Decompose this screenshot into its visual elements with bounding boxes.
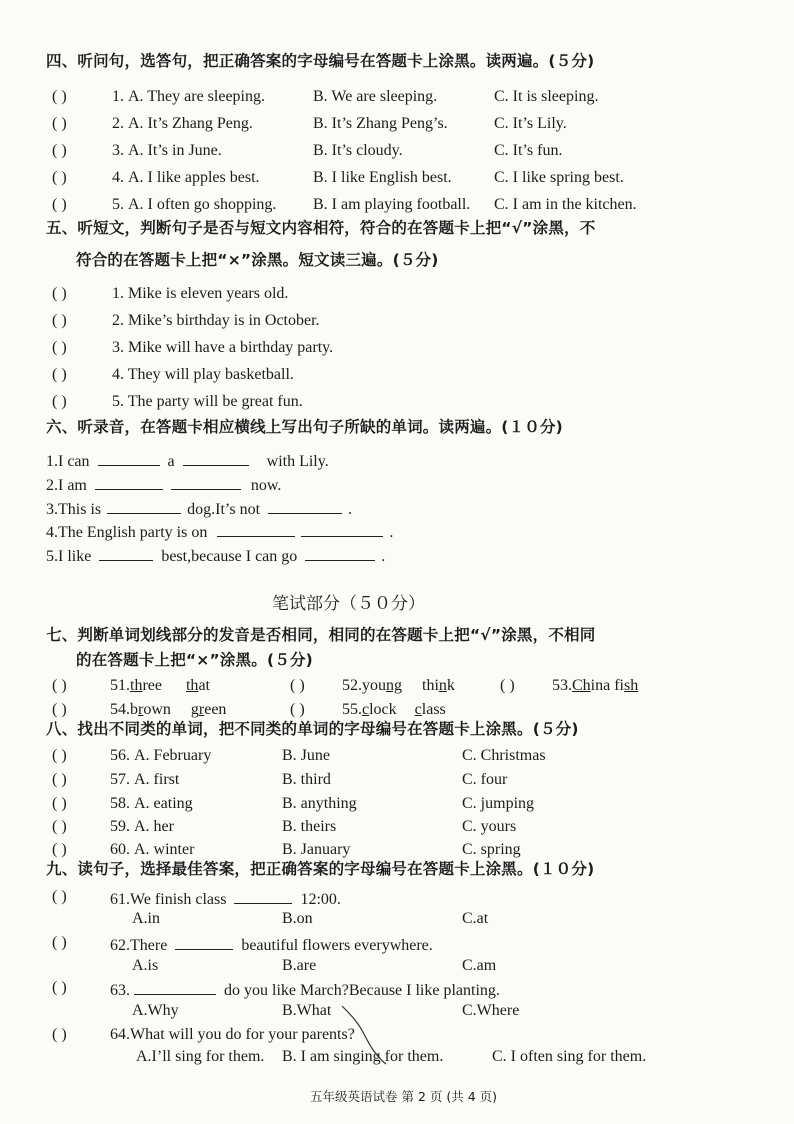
- written-part-title: 笔试部分（５０分）: [272, 594, 425, 614]
- answer-bracket[interactable]: ( ): [52, 1026, 67, 1043]
- underlined-letters: th: [130, 677, 143, 694]
- answer-bracket[interactable]: ( ): [290, 677, 305, 694]
- option-b[interactable]: B. I like English best.: [313, 169, 452, 186]
- word-part: thi: [422, 677, 439, 694]
- fill-text: .: [389, 524, 394, 541]
- answer-blank[interactable]: [171, 475, 241, 490]
- question-number: 2.: [112, 115, 124, 132]
- question-text: 63.: [110, 982, 130, 999]
- fill-text: with Lily.: [266, 453, 329, 470]
- option-c[interactable]: C. jumping: [462, 795, 535, 812]
- question-number: 1.: [112, 88, 124, 105]
- section-9-heading: 九、读句子，选择最佳答案，把正确答案的字母编号在答题卡上涂黑。(１０分): [46, 860, 595, 878]
- word-part: ina: [590, 677, 611, 694]
- answer-blank[interactable]: [175, 935, 233, 950]
- question-62-stem: [110, 935, 433, 954]
- question-text: 62.There: [110, 937, 168, 954]
- answer-bracket[interactable]: ( ): [52, 979, 67, 996]
- option-a[interactable]: A. first: [134, 771, 180, 788]
- option-a[interactable]: A. I often go shopping.: [128, 196, 277, 213]
- answer-bracket[interactable]: ( ): [52, 701, 67, 718]
- option-b[interactable]: B. I am singing for them.: [282, 1048, 444, 1065]
- answer-blank[interactable]: [183, 451, 249, 466]
- section-7-heading-line2: 的在答题卡上把“×”涂黑。(５分): [76, 651, 313, 669]
- statement-item: 2. Mike’s birthday is in October.: [112, 312, 320, 329]
- option-c[interactable]: C. Christmas: [462, 747, 546, 764]
- option-b[interactable]: B. theirs: [282, 818, 337, 835]
- answer-bracket[interactable]: ( ): [52, 818, 67, 835]
- pencil-stroke-mark: [330, 1000, 400, 1070]
- option-a[interactable]: A. It’s Zhang Peng.: [128, 115, 253, 132]
- word-part: b: [130, 701, 138, 718]
- word-part: fi: [614, 677, 624, 694]
- statement-item: 5. The party will be great fun.: [112, 393, 303, 410]
- option-a[interactable]: A.in: [132, 910, 160, 927]
- option-c[interactable]: C. It’s fun.: [494, 142, 563, 159]
- option-a[interactable]: A. her: [134, 818, 174, 835]
- option-c[interactable]: C. It’s Lily.: [494, 115, 567, 132]
- fill-line-2: [46, 475, 281, 494]
- word-part: own: [143, 701, 171, 718]
- statement-item: 1. Mike is eleven years old.: [112, 285, 289, 302]
- page-footer: 五年级英语试卷 第 2 页 (共 4 页): [310, 1089, 498, 1104]
- question-number: 4.: [112, 169, 124, 186]
- answer-bracket[interactable]: ( ): [52, 795, 67, 812]
- question-text: beautiful flowers everywhere.: [241, 937, 433, 954]
- question-number: 51.: [110, 677, 130, 694]
- answer-bracket[interactable]: ( ): [290, 701, 305, 718]
- option-b[interactable]: B. It’s Zhang Peng’s.: [313, 115, 448, 132]
- fill-text: now.: [250, 477, 282, 494]
- question-61-stem: [110, 889, 341, 908]
- option-c[interactable]: C. yours: [462, 818, 517, 835]
- answer-blank[interactable]: [98, 451, 160, 466]
- option-b[interactable]: B. June: [282, 747, 330, 764]
- option-c[interactable]: C. I am in the kitchen.: [494, 196, 637, 213]
- answer-blank[interactable]: [268, 499, 342, 514]
- question-number: 59.: [110, 818, 130, 835]
- question-number: 57.: [110, 771, 130, 788]
- statement-item: 4. They will play basketball.: [112, 366, 294, 383]
- statement-item: 3. Mike will have a birthday party.: [112, 339, 334, 356]
- answer-blank[interactable]: [234, 889, 292, 904]
- fill-line-1: [46, 451, 329, 470]
- underlined-letters: th: [185, 677, 199, 694]
- fill-text: 5.I like: [46, 548, 92, 565]
- section-5-heading-line2: 符合的在答题卡上把“×”涂黑。短文读三遍。(５分): [76, 251, 439, 269]
- option-b[interactable]: B.on: [282, 910, 313, 927]
- word-part: at: [198, 677, 210, 694]
- answer-blank[interactable]: [107, 499, 181, 514]
- section-8-heading: 八、找出不同类的单词，把不同类的单词的字母编号在答题卡上涂黑。(５分): [46, 720, 579, 738]
- question-54: [110, 702, 226, 718]
- answer-bracket[interactable]: ( ): [52, 285, 67, 302]
- answer-bracket[interactable]: ( ): [52, 934, 67, 951]
- underlined-letters: r: [138, 701, 144, 718]
- option-c[interactable]: C.Where: [462, 1002, 520, 1019]
- fill-text: dog.It’s not: [187, 501, 261, 518]
- question-text: do you like March?Because I like planting.: [224, 982, 500, 999]
- question-52: [342, 678, 455, 694]
- option-a[interactable]: A.I’ll sing for them.: [136, 1048, 265, 1065]
- underlined-letters: sh: [624, 677, 639, 694]
- question-number: 55.: [342, 701, 362, 718]
- answer-bracket[interactable]: ( ): [52, 841, 67, 858]
- fill-text: 3.This is: [46, 501, 102, 518]
- word-part: lock: [369, 701, 397, 718]
- underlined-letters: Ch: [572, 677, 591, 694]
- word-part: lass: [421, 701, 446, 718]
- question-number: 60.: [110, 841, 130, 858]
- fill-text: 4.The English party is on: [46, 524, 208, 541]
- fill-line-4: [46, 522, 393, 541]
- option-c[interactable]: C.am: [462, 957, 497, 974]
- answer-bracket[interactable]: ( ): [52, 747, 67, 764]
- option-c[interactable]: C.at: [462, 910, 489, 927]
- option-b[interactable]: B. anything: [282, 795, 357, 812]
- answer-blank[interactable]: [95, 475, 163, 490]
- question-51: [110, 678, 210, 694]
- answer-bracket[interactable]: ( ): [52, 888, 67, 905]
- option-b[interactable]: B.What: [282, 1002, 332, 1019]
- question-number: 3.: [112, 142, 124, 159]
- section-7-heading-line1: 七、判断单词划线部分的发音是否相同，相同的在答题卡上把“√”涂黑，不相同: [46, 626, 596, 644]
- fill-text: .: [348, 501, 353, 518]
- answer-bracket[interactable]: ( ): [52, 142, 67, 159]
- answer-blank[interactable]: [305, 546, 375, 561]
- option-a[interactable]: A. eating: [134, 795, 193, 812]
- question-55: [342, 702, 446, 718]
- underlined-letters: c: [414, 701, 422, 718]
- answer-bracket[interactable]: ( ): [52, 196, 67, 213]
- question-number: 5.: [112, 196, 124, 213]
- fill-text: .: [381, 548, 386, 565]
- answer-bracket[interactable]: ( ): [52, 366, 67, 383]
- option-a[interactable]: A.is: [132, 957, 159, 974]
- question-53: [552, 678, 638, 694]
- option-b[interactable]: B. I am playing football.: [313, 196, 471, 213]
- question-63-stem: [110, 980, 500, 999]
- question-number: 54.: [110, 701, 130, 718]
- answer-blank[interactable]: [301, 522, 383, 537]
- word-part: een: [204, 701, 227, 718]
- underlined-letters: ng: [386, 677, 402, 694]
- option-c[interactable]: C. I like spring best.: [494, 169, 624, 186]
- section-5-heading-line1: 五、听短文，判断句子是否与短文内容相符，符合的在答题卡上把“√”涂黑，不: [46, 219, 596, 237]
- question-number: 53.: [552, 677, 572, 694]
- option-a[interactable]: A. winter: [134, 841, 195, 858]
- answer-bracket[interactable]: ( ): [52, 115, 67, 132]
- answer-bracket[interactable]: ( ): [52, 339, 67, 356]
- option-a[interactable]: A. February: [134, 747, 212, 764]
- fill-line-5: [46, 546, 385, 565]
- answer-bracket[interactable]: ( ): [52, 677, 67, 694]
- answer-bracket[interactable]: ( ): [52, 312, 67, 329]
- answer-bracket[interactable]: ( ): [52, 771, 67, 788]
- option-a[interactable]: A.Why: [132, 1002, 179, 1019]
- option-a[interactable]: A. It’s in June.: [128, 142, 222, 159]
- fill-text: 1.I can: [46, 453, 90, 470]
- question-number: 52.: [342, 677, 362, 694]
- option-a[interactable]: A. They are sleeping.: [128, 88, 265, 105]
- answer-bracket[interactable]: ( ): [500, 677, 515, 694]
- fill-text: a: [167, 453, 175, 470]
- underlined-letters: c: [362, 701, 370, 718]
- section-4-heading: 四、听问句，选答句，把正确答案的字母编号在答题卡上涂黑。读两遍。(５分): [46, 52, 595, 70]
- option-b[interactable]: B. It’s cloudy.: [313, 142, 403, 159]
- option-c[interactable]: C. four: [462, 771, 508, 788]
- option-b[interactable]: B. January: [282, 841, 351, 858]
- option-c[interactable]: C. It is sleeping.: [494, 88, 599, 105]
- question-64-stem: 64.What will you do for your parents?: [110, 1026, 355, 1043]
- option-c[interactable]: C. spring: [462, 841, 521, 858]
- question-number: 58.: [110, 795, 130, 812]
- word-part: you: [362, 677, 386, 694]
- option-b[interactable]: B.are: [282, 957, 317, 974]
- answer-bracket[interactable]: ( ): [52, 88, 67, 105]
- word-part: k: [446, 677, 455, 694]
- answer-bracket[interactable]: ( ): [52, 169, 67, 186]
- answer-blank[interactable]: [134, 980, 216, 995]
- underlined-letters: r: [198, 701, 205, 718]
- fill-text: best,because I can go: [161, 548, 298, 565]
- word-part: ree: [142, 677, 162, 694]
- question-text: 61.We finish class: [110, 891, 227, 908]
- option-c[interactable]: C. I often sing for them.: [492, 1048, 647, 1065]
- underlined-letters: n: [438, 677, 447, 694]
- section-6-heading: 六、听录音，在答题卡相应横线上写出句子所缺的单词。读两遍。(１０分): [46, 418, 563, 436]
- option-b[interactable]: B. third: [282, 771, 331, 788]
- answer-blank[interactable]: [99, 546, 153, 561]
- fill-text: 2.I am: [46, 477, 87, 494]
- option-a[interactable]: A. I like apples best.: [128, 169, 260, 186]
- word-part: g: [190, 701, 199, 718]
- answer-bracket[interactable]: ( ): [52, 393, 67, 410]
- option-b[interactable]: B. We are sleeping.: [313, 88, 438, 105]
- answer-blank[interactable]: [217, 522, 295, 537]
- question-number: 56.: [110, 747, 130, 764]
- fill-line-3: [46, 499, 352, 518]
- question-text: 12:00.: [300, 891, 341, 908]
